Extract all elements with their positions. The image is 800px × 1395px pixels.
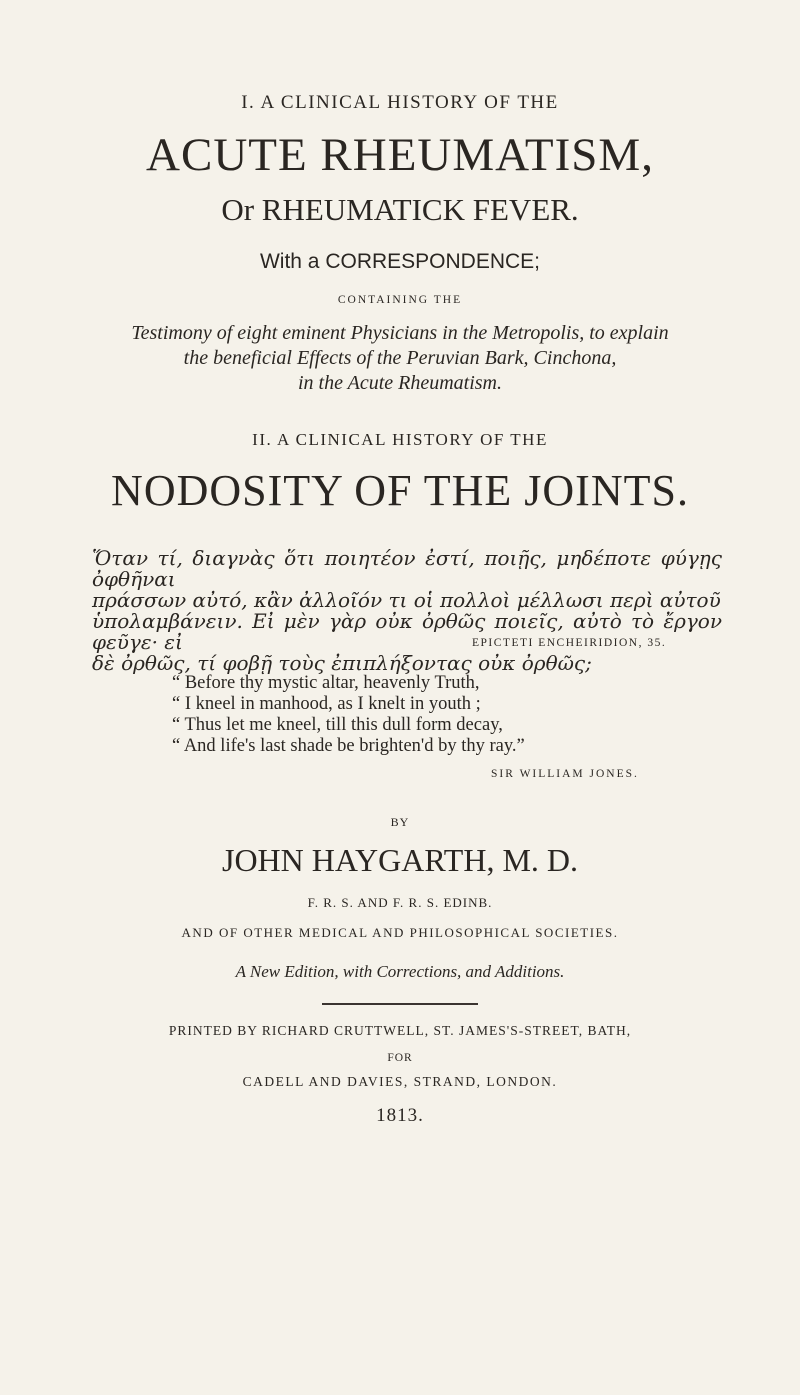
- testimony-line-2: the beneficial Effects of the Peruvian Bark, Cinchona,: [183, 347, 617, 369]
- author-name: JOHN HAYGARTH, M. D.: [221, 842, 579, 878]
- second-history-heading: II. A CLINICAL HISTORY OF THE: [252, 430, 548, 449]
- main-title-nodosity: NODOSITY OF THE JOINTS.: [111, 466, 689, 515]
- publication-year: 1813.: [376, 1105, 424, 1126]
- poem-line-2: “ I kneel in manhood, as I knelt in youth ;: [172, 694, 481, 714]
- poem-author: SIR WILLIAM JONES.: [491, 768, 639, 780]
- divider-rule: [322, 1003, 478, 1005]
- first-history-heading: I. A CLINICAL HISTORY OF THE: [241, 92, 559, 113]
- greek-line-3: ὑπολαμβάνειν. Εἰ μὲν γὰρ οὐκ ὀρθῶς ποιεῖς, αὐτὸ τὸ ἔργον φεῦγε· εἰ: [92, 609, 722, 654]
- printer-line: PRINTED BY RICHARD CRUTTWELL, ST. JAMES'S-STREET, BATH,: [168, 1023, 632, 1038]
- greek-line-1: Ὅταν τί, διαγνὰς ὅτι ποιητέον ἐστί, ποιῇς, μηδέποτε φύγῃς ὀφθῆναι: [92, 546, 722, 591]
- author-societies: AND OF OTHER MEDICAL AND PHILOSOPHICAL SOCIETIES.: [181, 925, 619, 940]
- main-title-acute-rheumatism: ACUTE RHEUMATISM,: [146, 129, 654, 181]
- subtitle-rheumatick-fever: Or RHEUMATICK FEVER.: [221, 192, 579, 227]
- testimony-line-1: Testimony of eight eminent Physicians in the Metropolis, to explain: [131, 322, 669, 344]
- testimony-line-3: in the Acute Rheumatism.: [297, 372, 503, 394]
- poem-line-3: “ Thus let me kneel, till this dull form decay,: [172, 715, 503, 735]
- poem-line-1: “ Before thy mystic altar, heavenly Truth,: [172, 673, 480, 693]
- greek-line-4: δὲ ὀρθῶς, τί φοβῇ τοὺς ἐπιπλήξοντας οὐκ ὀρθῶς;: [92, 651, 592, 675]
- for-label: FOR: [387, 1052, 413, 1064]
- publishers-line: CADELL AND DAVIES, STRAND, LONDON.: [242, 1074, 558, 1089]
- greek-line-2: πράσσων αὐτό, κἂν ἀλλοῖόν τι οἱ πολλοὶ μέλλωσι περὶ αὐτοῦ: [92, 588, 721, 612]
- poem-line-4: “ And life's last shade be brighten'd by thy ray.”: [172, 736, 525, 756]
- correspondence-line: With a CORRESPONDENCE;: [259, 250, 541, 273]
- poem-quotation: [172, 673, 525, 757]
- epigraph-source: EPICTETI ENCHEIRIDION, 35.: [472, 637, 667, 649]
- greek-epigraph: [92, 548, 722, 674]
- author-credentials: F. R. S. AND F. R. S. EDINB.: [307, 895, 493, 910]
- containing-the-line: CONTAINING THE: [337, 294, 463, 306]
- by-label: BY: [390, 815, 410, 829]
- edition-note: A New Edition, with Corrections, and Additions.: [235, 962, 565, 981]
